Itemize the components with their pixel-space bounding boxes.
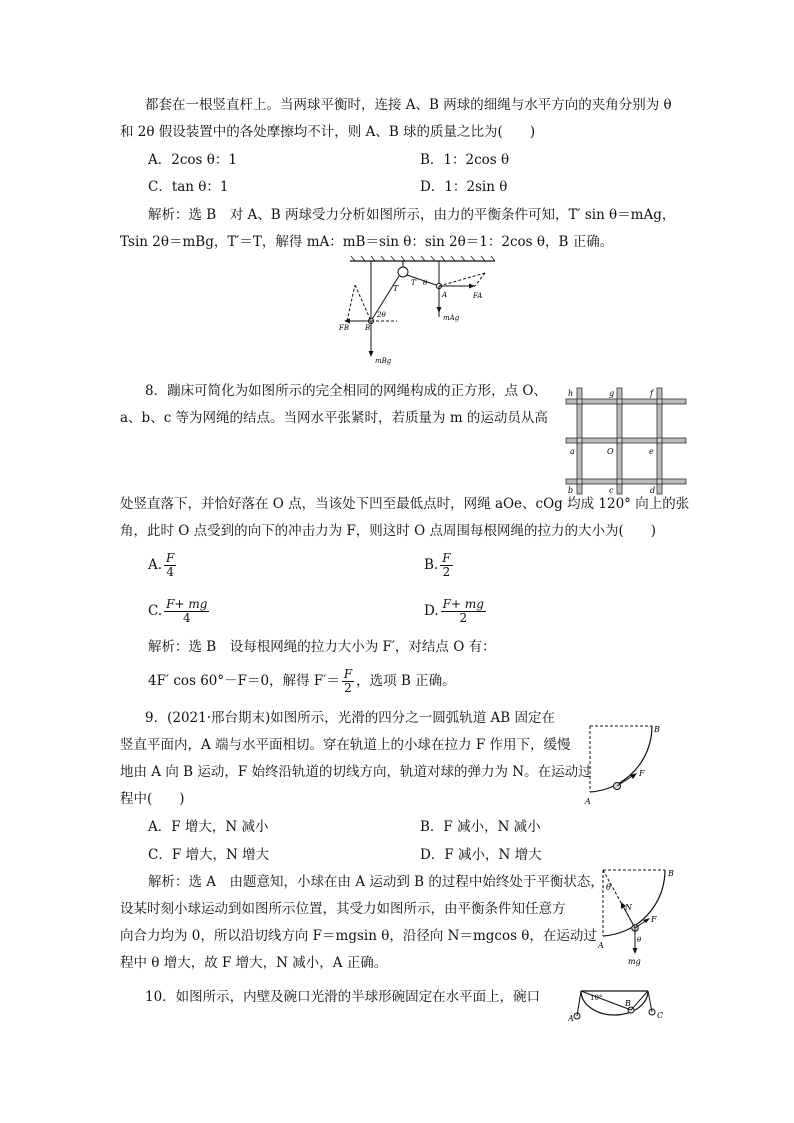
bowl-label-angle: 10°: [590, 994, 603, 1002]
grid-label-d: d: [650, 486, 656, 495]
q8-stem-line1: 8．蹦床可简化为如图所示的完全相同的网绳构成的正方形，点 O、: [145, 383, 547, 399]
q9-stem-line3: 地由 A 向 B 运动，F 始终沿轨道的切线方向，轨道对球的弹力为 N。在运动过: [120, 764, 592, 780]
q7-option-c: C．tan θ：1: [148, 179, 229, 195]
fig1-label-A: A: [585, 797, 591, 806]
fig2-label-B: B: [668, 869, 674, 878]
fig2-label-theta2: θ: [637, 936, 642, 944]
q7-stem-line2: 和 2θ 假设装置中的各处摩擦均不计，则 A、B 球的质量之比为( ): [120, 124, 536, 140]
q10-stem-line1: 10．如图所示，内壁及碗口光滑的半球形碗固定在水平面上，碗口: [145, 989, 541, 1005]
q7-analysis-line2: Tsin 2θ＝mBg，T′＝T，解得 mA：mB＝sin θ：sin 2θ＝1：2cos θ，B 正确。: [120, 234, 614, 250]
fig2-label-F: F: [651, 915, 657, 924]
label-T: T: [393, 284, 399, 293]
label-FB: FB: [339, 324, 350, 332]
grid-label-b: b: [568, 486, 574, 495]
q8-stem-line2: a、b、c 等为网绳的结点。当网水平张紧时，若质量为 m 的运动员从高: [120, 410, 548, 426]
q9-force-diagram: [595, 864, 693, 970]
q7-option-a: A．2cos θ：1: [148, 152, 237, 168]
label-B: B: [365, 324, 371, 332]
q9-option-b: B．F 减小，N 减小: [420, 819, 541, 835]
grid-label-O: O: [607, 447, 614, 456]
bowl-label-B: B: [625, 999, 631, 1008]
label-theta: θ: [423, 279, 428, 287]
q8-option-b: B. $\frac{F}{2}$: [424, 551, 451, 579]
q9-analysis-line1: 解析：选 A 由题意知，小球在由 A 运动到 B 的过程中始终处于平衡状态，: [148, 874, 604, 890]
q9-stem-line1: 9．(2021·邢台期末)如图所示，光滑的四分之一圆弧轨道 AB 固定在: [145, 710, 556, 726]
label-mAg: mAg: [443, 314, 460, 322]
q9-track-diagram: [582, 720, 692, 808]
q9-analysis-line2: 设某时刻小球运动到如图所示位置，其受力如图所示，由平衡条件知任意方: [120, 901, 566, 917]
bowl-label-C: C: [657, 1011, 664, 1020]
q8-stem-line3: 处竖直落下，并恰好落在 O 点，当该处下凹至最低点时，网绳 aOe、cOg 均成 120° 向上的张: [120, 496, 690, 512]
q7-analysis-line1: 解析：选 B 对 A、B 两球受力分析如图所示，由力的平衡条件可知，T′ sin θ＝mAg，: [148, 207, 676, 223]
label-FA: FA: [473, 292, 483, 300]
label-Tp: T′: [411, 279, 418, 287]
q9-analysis-line3: 向合力均为 0，所以沿切线方向 F＝mgsin θ，沿径向 N＝mgcos θ，在运动过: [120, 928, 597, 944]
q8-stem-line4: 角，此时 O 点受到的向下的冲击力为 F，则这时 O 点周围每根网绳的拉力的大小为( ): [120, 523, 656, 539]
q9-option-c: C．F 增大，N 增大: [148, 847, 270, 863]
fig2-label-mg: mg: [628, 957, 641, 966]
q9-option-d: D．F 减小，N 增大: [420, 847, 542, 863]
q8-analysis-line2: 4F′ cos 60°－F＝0，解得 F′＝ $\frac{F}{2}$ ，选项 B 正确。: [148, 667, 456, 695]
q9-option-a: A．F 增大，N 减小: [148, 819, 269, 835]
label-A: A: [442, 291, 448, 299]
grid-label-a: a: [570, 447, 575, 456]
q10-bowl-diagram: [568, 985, 670, 1027]
grid-label-e: e: [649, 447, 654, 456]
q7-stem-line1: 都套在一根竖直杆上。当两球平衡时，连接 A、B 两球的细绳与水平方向的夹角分别为 θ: [145, 97, 672, 113]
q7-option-b: B．1：2cos θ: [420, 152, 510, 168]
label-mBg: mBg: [375, 357, 392, 365]
q8-option-d: D. $\frac{F+ mg}{2}$: [424, 597, 484, 625]
q9-analysis-line4: 程中 θ 增大，故 F 增大，N 减小，A 正确。: [120, 955, 388, 971]
fig2-label-theta: θ: [606, 883, 611, 892]
bowl-label-A: A: [568, 1014, 574, 1023]
q8-net-diagram: [563, 385, 688, 497]
fig1-label-B: B: [654, 725, 660, 734]
q7-force-diagram: [335, 255, 505, 367]
q9-stem-line4: 程中( ): [120, 791, 185, 807]
fig2-label-A: A: [598, 941, 604, 950]
fig2-label-N: N: [625, 903, 632, 912]
grid-label-c: c: [609, 486, 614, 495]
fig1-label-F: F: [639, 769, 645, 778]
label-2theta: 2θ: [377, 311, 386, 319]
grid-label-g: g: [609, 389, 615, 398]
pulley-icon: [398, 267, 408, 277]
q8-option-c: C. $\frac{F+ mg}{4}$: [148, 597, 208, 625]
q8-analysis-line1: 解析：选 B 设每根网绳的拉力大小为 F′，对结点 O 有：: [148, 639, 496, 655]
q8-option-a: A. $\frac{F}{4}$: [148, 551, 175, 579]
q7-option-d: D．1：2sin θ: [420, 179, 508, 195]
grid-label-f: f: [650, 389, 653, 398]
q9-stem-line2: 竖直平面内，A 端与水平面相切。穿在轨道上的小球在拉力 F 作用下，缓慢: [120, 737, 571, 753]
grid-label-h: h: [568, 389, 574, 398]
